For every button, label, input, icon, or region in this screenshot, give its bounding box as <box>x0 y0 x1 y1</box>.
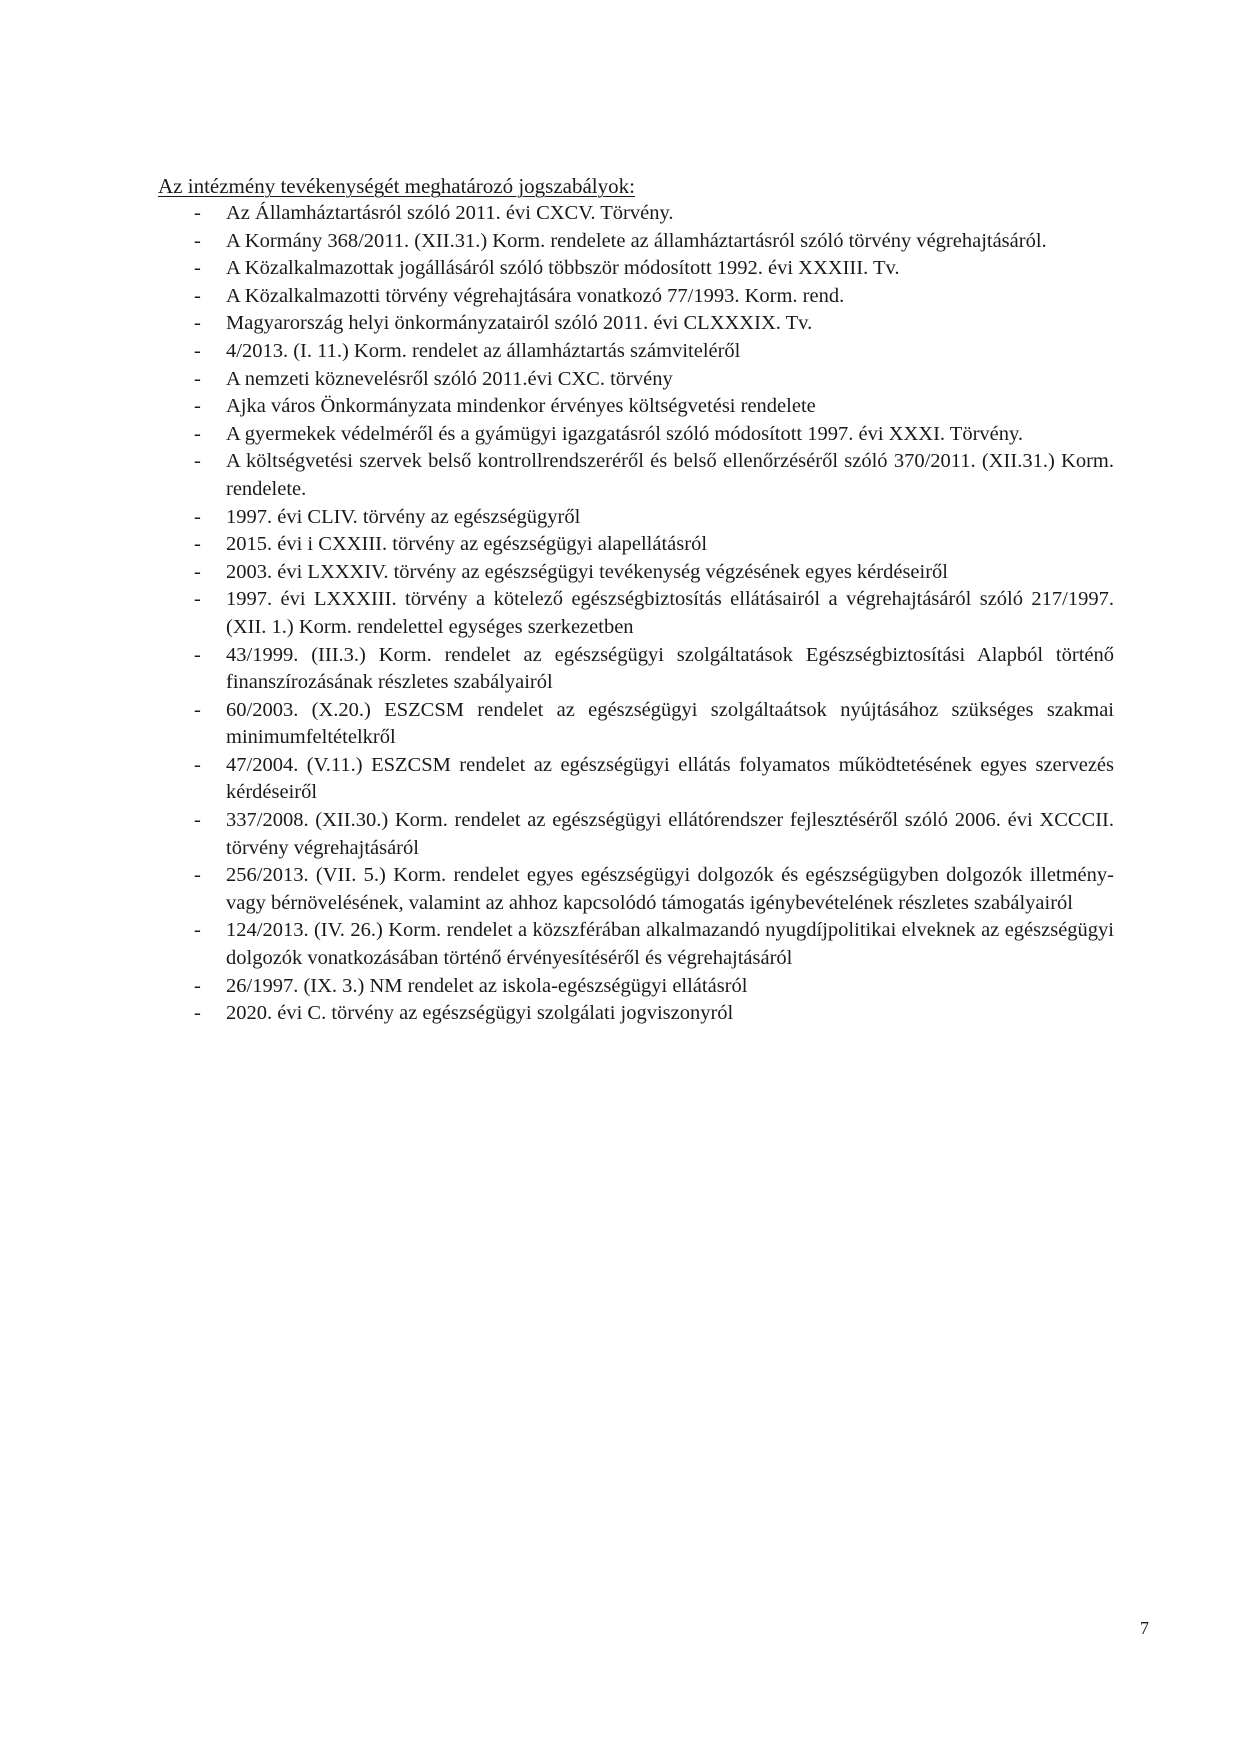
list-item: - 4/2013. (I. 11.) Korm. rendelet az államháztartás számviteléről <box>194 338 1114 366</box>
list-item: - 1997. évi LXXXIII. törvény a kötelező egészségbiztosítás ellátásairól a végrehajtásáról szóló 217/1997. (XII. 1.) Korm. rendelettel egységes szerkezetben <box>194 586 1114 641</box>
page-number: 7 <box>1140 1618 1149 1638</box>
list-item: - 2015. évi i CXXIII. törvény az egészségügyi alapellátásról <box>194 531 1114 559</box>
list-item: - 2003. évi LXXXIV. törvény az egészségügyi tevékenység végzésének egyes kérdéseiről <box>194 559 1114 587</box>
list-item: - A nemzeti köznevelésről szóló 2011.évi CXC. törvény <box>194 366 1114 394</box>
list-item: - 47/2004. (V.11.) ESZCSM rendelet az egészségügyi ellátás folyamatos működtetésének egyes szervezés kérdéseiről <box>194 752 1114 807</box>
list-item: - 43/1999. (III.3.) Korm. rendelet az egészségügyi szolgáltatások Egészségbiztosítási Alapból történő finanszírozásának részletes szabályairól <box>194 642 1114 697</box>
legislation-list <box>194 200 1114 1028</box>
list-item: - A Közalkalmazotti törvény végrehajtására vonatkozó 77/1993. Korm. rend. <box>194 283 1114 311</box>
list-item: - Az Államháztartásról szóló 2011. évi CXCV. Törvény. <box>194 200 1114 228</box>
list-item: - A költségvetési szervek belső kontrollrendszeréről és belső ellenőrzéséről szóló 370/2011. (XII.31.) Korm. rendelete. <box>194 448 1114 503</box>
list-item: - 124/2013. (IV. 26.) Korm. rendelet a közszférában alkalmazandó nyugdíjpolitikai elveknek az egészségügyi dolgozók vonatkozásában történő érvényesítéséről és végrehajtásáról <box>194 917 1114 972</box>
section-heading: Az intézmény tevékenységét meghatározó jogszabályok: <box>158 174 635 198</box>
list-item: - Magyarország helyi önkormányzatairól szóló 2011. évi CLXXXIX. Tv. <box>194 310 1114 338</box>
list-item: - A Kormány 368/2011. (XII.31.) Korm. rendelete az államháztartásról szóló törvény végrehajtásáról. <box>194 228 1114 256</box>
list-item: - 337/2008. (XII.30.) Korm. rendelet az egészségügyi ellátórendszer fejlesztéséről szóló 2006. évi XCCCII. törvény végrehajtásáról <box>194 807 1114 862</box>
list-item: - Ajka város Önkormányzata mindenkor érvényes költségvetési rendelete <box>194 393 1114 421</box>
list-item: - 256/2013. (VII. 5.) Korm. rendelet egyes egészségügyi dolgozók és egészségügyben dolgozók illetmény- vagy bérnövelésének, valamint az ahhoz kapcsolódó támogatás igénybevételének részletes szabályairól <box>194 862 1114 917</box>
list-item: - A gyermekek védelméről és a gyámügyi igazgatásról szóló módosított 1997. évi XXXI. Törvény. <box>194 421 1114 449</box>
list-item: - 26/1997. (IX. 3.) NM rendelet az iskola-egészségügyi ellátásról <box>194 973 1114 1001</box>
list-item: - 2020. évi C. törvény az egészségügyi szolgálati jogviszonyról <box>194 1000 1114 1028</box>
list-item: - 1997. évi CLIV. törvény az egészségügyről <box>194 504 1114 532</box>
list-item: - A Közalkalmazottak jogállásáról szóló többször módosított 1992. évi XXXIII. Tv. <box>194 255 1114 283</box>
list-item: - 60/2003. (X.20.) ESZCSM rendelet az egészségügyi szolgáltaátsok nyújtásához szükséges szakmai minimumfeltételkről <box>194 697 1114 752</box>
